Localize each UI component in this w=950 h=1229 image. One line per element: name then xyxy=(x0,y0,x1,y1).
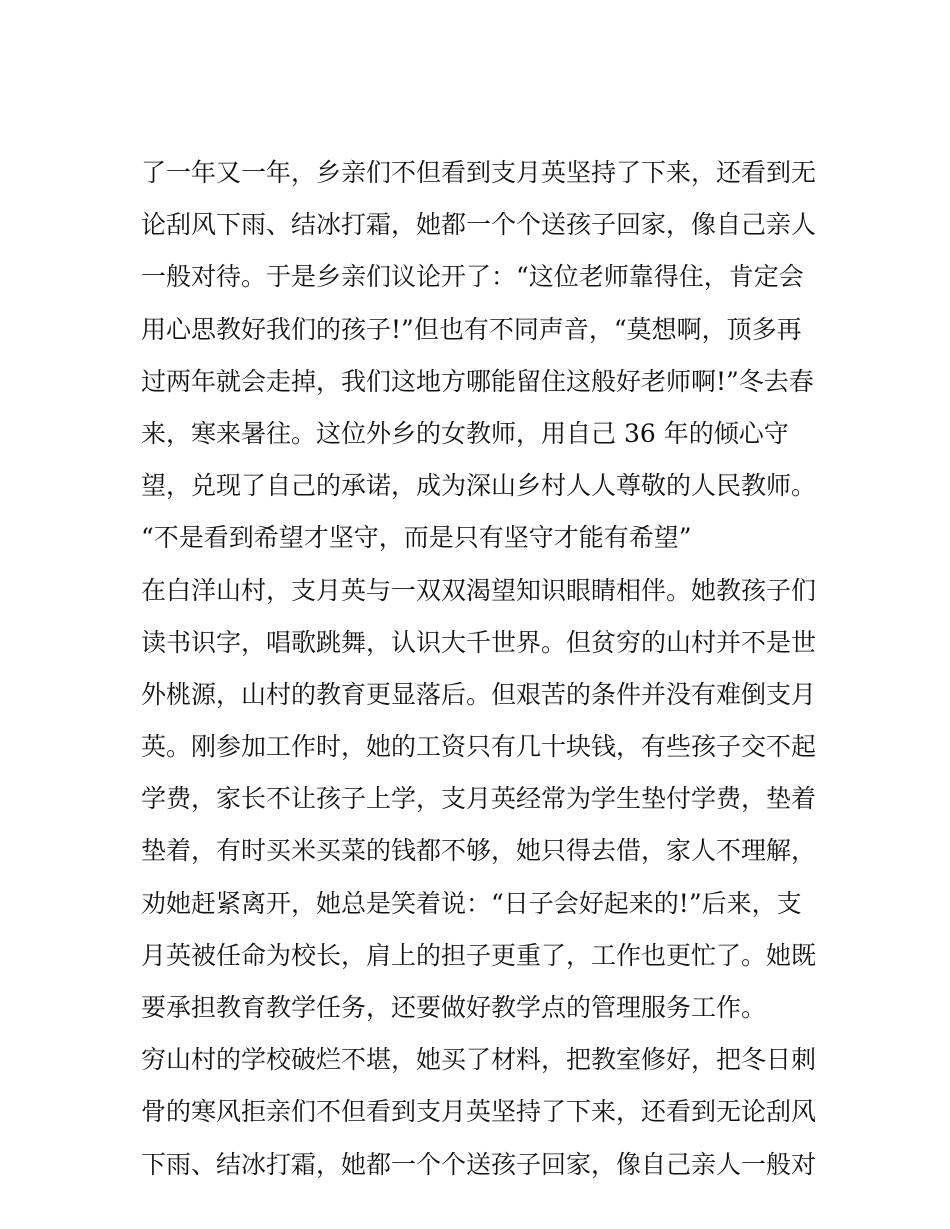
text-line: 要承担教育教学任务，还要做好教学点的管理服务工作。 xyxy=(141,993,767,1022)
body-text xyxy=(141,160,821,1204)
text-line: 垫着，有时买米买菜的钱都不够，她只得去借，家人不理解， xyxy=(141,836,817,866)
text-line: 读书识字，唱歌跳舞，认识大千世界。但贫穷的山村并不是世 xyxy=(141,627,817,657)
text-line: 学费，家长不让孩子上学，支月英经常为学生垫付学费，垫着 xyxy=(141,784,817,814)
text-line: 来，寒来暑往。这位外乡的女教师，用自己 36 年的倾心守 xyxy=(141,418,789,448)
text-line: 月英被任命为校长，肩上的担子更重了，工作也更忙了。她既 xyxy=(141,940,817,970)
text-line: 一般对待。于是乡亲们议论开了：“这位老师靠得住，肯定会 xyxy=(141,262,804,292)
text-line: 穷山村的学校破烂不堪，她买了材料，把教室修好，把冬日刺 xyxy=(141,1045,817,1075)
text-line: 下雨、结冰打霜，她都一个个送孩子回家，像自己亲人一般对 xyxy=(141,1149,817,1179)
text-line: 在白洋山村，支月英与一双双渴望知识眼睛相伴。她教孩子们 xyxy=(141,575,817,605)
text-line: 望，兑现了自己的承诺，成为深山乡村人人尊敬的人民教师。 xyxy=(141,471,817,501)
text-line: 骨的寒风拒亲们不但看到支月英坚持了下来，还看到无论刮风 xyxy=(141,1097,817,1127)
text-line: 了一年又一年，乡亲们不但看到支月英坚持了下来，还看到无 xyxy=(141,158,817,187)
text-line: 过两年就会走掉，我们这地方哪能留住这般好老师啊!”冬去春 xyxy=(141,366,814,396)
text-line: 劝她赶紧离开，她总是笑着说：“日子会好起来的!”后来，支 xyxy=(141,888,802,918)
section-heading: “不是看到希望才坚守，而是只有坚守才能有希望” xyxy=(141,523,692,553)
text-line: 论刮风下雨、结冰打霜，她都一个个送孩子回家，像自己亲人 xyxy=(141,210,817,240)
text-line: 外桃源，山村的教育更显落后。但艰苦的条件并没有难倒支月 xyxy=(141,679,817,709)
text-line: 用心思教好我们的孩子!”但也有不同声音，“莫想啊，顶多再 xyxy=(141,314,802,344)
text-line: 英。刚参加工作时，她的工资只有几十块钱，有些孩子交不起 xyxy=(141,732,817,762)
